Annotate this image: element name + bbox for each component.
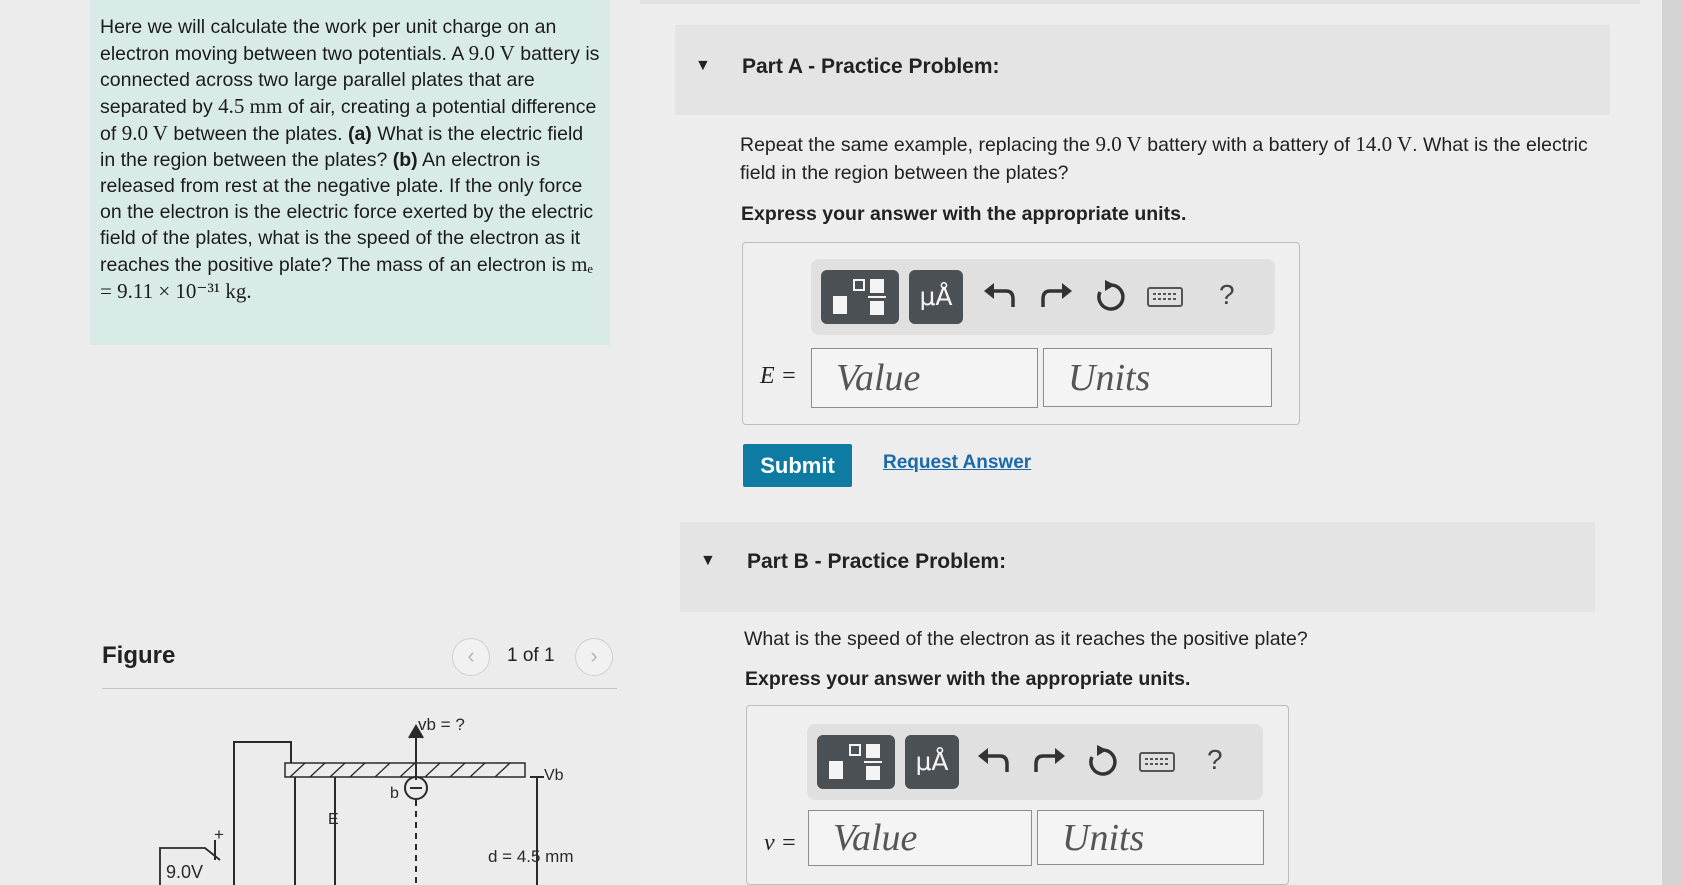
templates-icon[interactable] <box>821 270 899 324</box>
right-edge <box>1662 0 1682 885</box>
potential-label: Vb <box>544 767 564 784</box>
part-b-title: Part B - Practice Problem: <box>747 550 1007 573</box>
wire <box>234 742 291 885</box>
intro-electron-mass: mₑ = 9.11 × 10⁻³¹ kg. <box>100 252 593 303</box>
help-icon[interactable]: ? <box>1219 279 1235 310</box>
velocity-label: vb = ? <box>418 715 465 734</box>
figure-header <box>102 638 617 689</box>
undo-icon[interactable] <box>980 277 1020 317</box>
part-a-question <box>740 130 1600 187</box>
parallel-plate-figure <box>150 700 610 885</box>
figure-next-button[interactable] <box>575 638 613 676</box>
figure-title: Figure <box>102 642 176 669</box>
intro-distance: 4.5 mm <box>218 94 283 118</box>
question-voltage: 9.0 V <box>1095 132 1142 156</box>
reset-icon[interactable] <box>1091 277 1131 317</box>
help-icon[interactable]: ? <box>1207 744 1223 775</box>
chevron-right-icon: › <box>590 643 598 668</box>
distance-label: d = 4.5 mm <box>488 847 574 866</box>
figure-counter: 1 of 1 <box>507 645 555 666</box>
redo-icon[interactable] <box>1036 277 1076 317</box>
part-b-instruction: Express your answer with the appropriate units. <box>745 668 1191 690</box>
collapse-caret-icon[interactable]: ▼ <box>700 552 716 569</box>
question-voltage: 14.0 V <box>1355 132 1413 156</box>
field-label: E <box>328 811 339 828</box>
keyboard-icon[interactable] <box>1137 742 1177 782</box>
part-a-header[interactable] <box>675 25 1610 115</box>
templates-icon[interactable] <box>817 735 895 789</box>
intro-voltage: 9.0 V <box>121 121 168 145</box>
part-a-instruction: Express your answer with the appropriate units. <box>741 203 1187 225</box>
part-a-value-input[interactable] <box>811 348 1038 408</box>
part-a-answer-box <box>742 242 1300 425</box>
part-a-units-input[interactable] <box>1043 348 1272 407</box>
top-strip <box>640 0 1640 4</box>
collapse-caret-icon[interactable]: ▼ <box>695 57 711 74</box>
undo-icon[interactable] <box>974 742 1014 782</box>
intro-text: What is the electric field in the region between the plates? <box>100 123 584 171</box>
intro-part-a-marker: (a) <box>347 123 372 145</box>
point-b-label: b <box>390 785 399 802</box>
part-b-variable-label: v = <box>764 830 797 856</box>
part-a-title: Part A - Practice Problem: <box>742 55 1000 78</box>
intro-text: An electron is released from rest at the negative plate. If the only force on the electron is the electric force exerted by the electric field of the plates, what is the speed of the electron as it reaches the positive plate? The mass of an electron is <box>100 149 594 276</box>
reset-icon[interactable] <box>1083 742 1123 782</box>
positive-plate <box>285 763 525 777</box>
part-b-question: What is the speed of the electron as it reaches the positive plate? <box>744 628 1308 650</box>
problem-intro <box>90 0 610 345</box>
part-b-toolbar <box>807 724 1263 800</box>
question-text: . What is the electric field in the region between the plates? <box>740 134 1588 184</box>
units-icon[interactable]: μÅ <box>905 735 959 789</box>
part-b-units-input[interactable] <box>1037 810 1264 865</box>
intro-text: Here we will calculate the work per unit charge on an electron moving between two potentials. A <box>100 16 557 65</box>
part-a-variable-label: E = <box>760 363 797 389</box>
figure-prev-button[interactable] <box>452 638 490 676</box>
submit-button[interactable]: Submit <box>743 444 852 487</box>
intro-text: battery is connected across two large parallel plates that are separated by <box>100 43 600 118</box>
keyboard-icon[interactable] <box>1145 277 1185 317</box>
intro-voltage: 9.0 V <box>468 41 515 65</box>
chevron-left-icon: ‹ <box>467 643 475 668</box>
positive-terminal-label: + <box>214 825 224 844</box>
left-panel <box>0 0 640 885</box>
part-b-answer-box <box>746 705 1289 885</box>
question-text: Repeat the same example, replacing the <box>740 134 1091 156</box>
part-b-value-input[interactable] <box>808 810 1032 866</box>
intro-text: between the plates. <box>173 123 343 145</box>
part-b-header[interactable] <box>680 522 1595 612</box>
part-a-toolbar <box>811 259 1275 335</box>
intro-part-b-marker: (b) <box>392 149 418 171</box>
question-text: battery with a battery of <box>1147 134 1350 156</box>
intro-text: of air, creating a potential difference of <box>100 96 597 145</box>
battery-label: 9.0V <box>166 862 204 882</box>
request-answer-link[interactable]: Request Answer <box>883 452 1032 473</box>
units-icon[interactable]: μÅ <box>909 270 963 324</box>
redo-icon[interactable] <box>1029 742 1069 782</box>
